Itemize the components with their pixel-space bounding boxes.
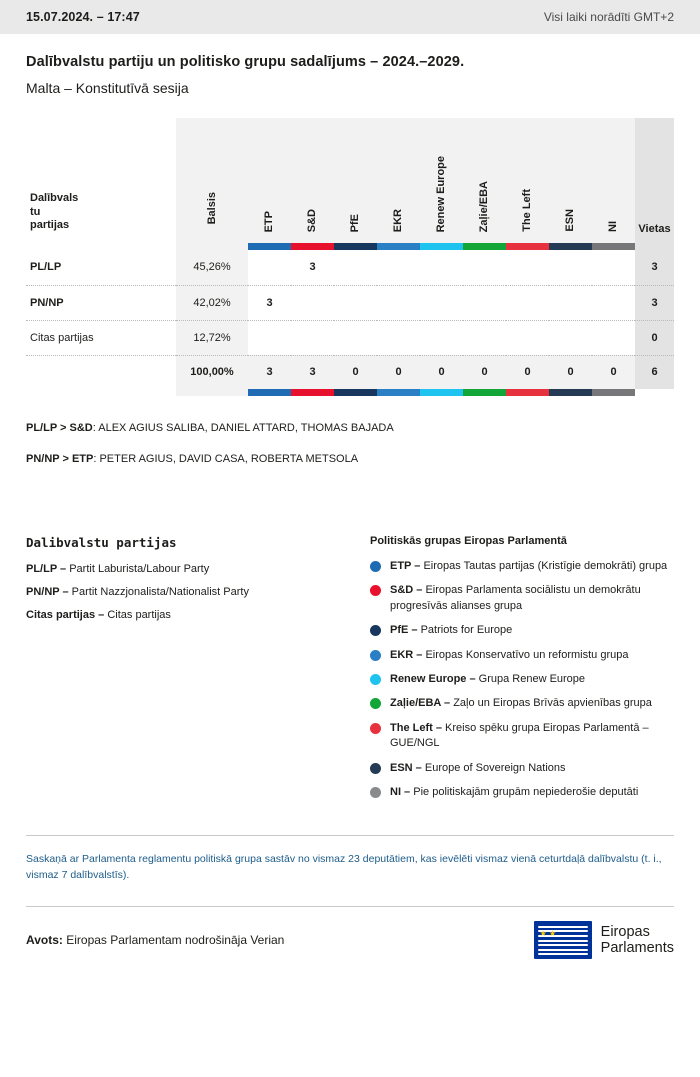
legend-group-item-pfe <box>370 623 670 638</box>
legend-group-abbr: ESN – <box>390 761 422 774</box>
legend-party-item <box>26 608 346 623</box>
col-header-group-ni-label: NI <box>607 221 619 232</box>
col-header-group-epp-label: ETP <box>263 210 275 232</box>
legend-party-name: Partit Nazzjonalista/Nationalist Party <box>71 585 249 598</box>
col-header-parties-l2: tu <box>30 205 41 218</box>
col-header-group-left-label: The Left <box>521 189 533 232</box>
row-votes: 42,02% <box>176 285 248 320</box>
colorbar-renew <box>420 243 463 250</box>
colorbar-bottom-greens <box>463 389 506 396</box>
row-cell-greens <box>463 250 506 285</box>
colorbar-bottom-esn <box>549 389 592 396</box>
col-header-group-greens-label: Zaļie/EBA <box>478 180 490 232</box>
table-total-row <box>26 355 674 389</box>
colorbar-seats <box>635 243 674 250</box>
row-cell-sd <box>291 320 334 355</box>
row-cell-renew <box>420 250 463 285</box>
row-party-name: PL/LP <box>26 250 176 285</box>
colorbar-pfe <box>334 243 377 250</box>
row-cell-ecr <box>377 250 420 285</box>
row-votes: 45,26% <box>176 250 248 285</box>
group-color-dot-icon <box>370 763 381 774</box>
legend-group-abbr: Renew Europe – <box>390 672 476 685</box>
legend-group-item-ni <box>370 785 670 800</box>
row-seats: 0 <box>635 320 674 355</box>
source-row <box>26 906 674 959</box>
row-cell-left <box>506 285 549 320</box>
source-text <box>26 933 284 947</box>
legend-party-item <box>26 585 346 600</box>
total-cell-left: 0 <box>506 355 549 389</box>
row-cell-pfe <box>334 320 377 355</box>
legend-group-abbr: NI – <box>390 785 411 798</box>
colorbar-bottom-epp <box>248 389 291 396</box>
colorbar-epp <box>248 243 291 250</box>
legend-group-name: Patriots for Europe <box>420 624 513 637</box>
group-color-dot-icon <box>370 650 381 661</box>
col-header-group-renew <box>420 118 463 243</box>
legend-party-item <box>26 562 346 577</box>
col-header-parties-l3: partijas <box>30 219 70 232</box>
results-table-wrap <box>0 96 700 396</box>
group-color-dot-icon <box>370 585 381 596</box>
legend-party-abbr: PL/LP – <box>26 563 67 575</box>
legend-groups-title: Politiskās grupas Eiropas Parlamentā <box>370 535 567 547</box>
legend-national-title: Dalibvalstu partijas <box>26 535 177 550</box>
group-color-dot-icon <box>370 674 381 685</box>
table-body <box>26 250 674 396</box>
colorbar-bottom-renew <box>420 389 463 396</box>
row-cell-epp: 3 <box>248 285 291 320</box>
row-cell-pfe <box>334 285 377 320</box>
row-cell-pfe <box>334 250 377 285</box>
group-color-bar-top <box>26 243 674 250</box>
group-color-dot-icon <box>370 723 381 734</box>
elected-line-names: : ALEX AGIUS SALIBA, DANIEL ATTARD, THOMAS BAJADA <box>92 422 394 434</box>
total-cell-esn: 0 <box>549 355 592 389</box>
col-header-group-left <box>506 118 549 243</box>
row-cell-greens <box>463 285 506 320</box>
total-cell-pfe: 0 <box>334 355 377 389</box>
legend-group-abbr: Zaļie/EBA – <box>390 697 451 710</box>
legend-group-name: Eiropas Konservatīvo un reformistu grupa <box>425 648 629 661</box>
legend-group-name: Europe of Sovereign Nations <box>424 761 566 774</box>
legend-group-item-epp <box>370 559 670 574</box>
group-color-dot-icon <box>370 561 381 572</box>
ep-logo <box>534 921 674 959</box>
legend-group-abbr: S&D – <box>390 584 423 597</box>
row-cell-ni <box>592 285 635 320</box>
row-cell-epp <box>248 250 291 285</box>
row-cell-sd <box>291 285 334 320</box>
colorbar-ecr <box>377 243 420 250</box>
elected-members-block <box>0 396 700 467</box>
row-cell-renew <box>420 320 463 355</box>
legend-group-name: Zaļo un Eiropas Brīvās apvienības grupa <box>453 697 652 710</box>
col-header-seats: Vietas <box>635 118 674 243</box>
legend-group-item-esn <box>370 761 670 776</box>
legend-area <box>0 481 700 809</box>
source-label: Avots: <box>26 932 63 947</box>
total-cell-ni: 0 <box>592 355 635 389</box>
title-block <box>0 34 700 96</box>
col-header-group-esn <box>549 118 592 243</box>
row-cell-renew <box>420 285 463 320</box>
legend-group-name: Eiropas Tautas partijas (Kristīgie demokrāti) grupa <box>423 560 668 572</box>
ep-logo-line2: Parlaments <box>600 939 674 956</box>
elected-line-lead: PN/NP > ETP <box>26 452 94 465</box>
elected-line <box>26 420 674 437</box>
group-color-dot-icon <box>370 698 381 709</box>
legend-group-abbr: ETP – <box>390 560 421 572</box>
ep-flag-icon <box>534 921 592 959</box>
header-datetime: 15.07.2024. – 17:47 <box>26 10 140 24</box>
total-label <box>26 355 176 389</box>
legend-group-item-renew <box>370 672 670 687</box>
colorbar-spacer <box>26 243 176 250</box>
colorbar-ni <box>592 243 635 250</box>
legend-group-name: Kreiso spēku grupa Eiropas Parlamentā – GUE/NGL <box>390 721 649 750</box>
legend-group-abbr: PfE – <box>390 624 418 637</box>
header-bar <box>0 0 700 34</box>
table-row <box>26 320 674 355</box>
legend-national-parties <box>26 535 346 809</box>
legend-political-groups <box>370 535 670 809</box>
total-votes: 100,00% <box>176 355 248 389</box>
legend-party-abbr: PN/NP – <box>26 585 69 598</box>
col-header-group-ecr-label: EKR <box>392 208 404 232</box>
elected-line-names: : PETER AGIUS, DAVID CASA, ROBERTA METSOLA <box>93 452 359 465</box>
page-title: Dalībvalstu partiju un politisko grupu sadalījums – 2024.–2029. <box>26 54 465 70</box>
total-cell-greens: 0 <box>463 355 506 389</box>
col-header-group-renew-label: Renew Europe <box>435 155 447 232</box>
row-cell-esn <box>549 285 592 320</box>
legend-party-name: Citas partijas <box>107 608 171 621</box>
legend-party-name: Partit Laburista/Labour Party <box>69 563 210 575</box>
total-seats: 6 <box>635 355 674 389</box>
col-header-parties-l1: Dalībvals <box>30 191 79 204</box>
total-cell-ecr: 0 <box>377 355 420 389</box>
colorbar-bottom-ni <box>592 389 635 396</box>
legend-group-abbr: The Left – <box>390 721 442 734</box>
elected-line <box>26 451 674 468</box>
colorbar-bottom-ecr <box>377 389 420 396</box>
footnote: Saskaņā ar Parlamenta reglamentu politiskā grupa sastāv no vismaz 23 deputātiem, kas ievēlēti vismaz vienā ceturtdaļā dalībvalstu (t. i., vismaz 7 dalībvalstīs). <box>26 835 674 884</box>
row-seats: 3 <box>635 250 674 285</box>
legend-group-item-left <box>370 721 670 752</box>
row-cell-ni <box>592 250 635 285</box>
col-header-group-sd-label: S&D <box>306 208 318 232</box>
col-header-group-ni <box>592 118 635 243</box>
total-cell-epp: 3 <box>248 355 291 389</box>
total-cell-sd: 3 <box>291 355 334 389</box>
row-cell-greens <box>463 320 506 355</box>
group-color-dot-icon <box>370 787 381 798</box>
colorbar-esn <box>549 243 592 250</box>
total-cell-renew: 0 <box>420 355 463 389</box>
row-cell-left <box>506 320 549 355</box>
row-votes: 12,72% <box>176 320 248 355</box>
col-header-group-sd <box>291 118 334 243</box>
source-value: Eiropas Parlamentam nodrošināja Verian <box>66 932 285 947</box>
table-row <box>26 285 674 320</box>
col-header-group-esn-label: ESN <box>564 209 576 232</box>
colorbar-sd <box>291 243 334 250</box>
ep-logo-text <box>601 924 674 956</box>
colorbar-votes <box>176 243 248 250</box>
row-cell-ni <box>592 320 635 355</box>
row-cell-esn <box>549 250 592 285</box>
table-head <box>26 118 674 250</box>
row-cell-epp <box>248 320 291 355</box>
col-header-group-ecr <box>377 118 420 243</box>
row-cell-ecr <box>377 320 420 355</box>
results-table <box>26 118 674 396</box>
legend-group-item-ecr <box>370 648 670 663</box>
col-header-group-pfe-label: PfE <box>349 213 361 232</box>
table-row <box>26 250 674 285</box>
colorbar-bottom-pfe <box>334 389 377 396</box>
row-seats: 3 <box>635 285 674 320</box>
legend-group-item-greens <box>370 696 670 711</box>
colorbar-bottom-votes <box>176 389 248 396</box>
group-color-dot-icon <box>370 625 381 636</box>
col-header-votes-label: Balsis <box>205 191 218 224</box>
legend-group-name: Eiropas Parlamenta sociālistu un demokrātu progresīvās alianses grupa <box>390 584 641 612</box>
col-header-group-pfe <box>334 118 377 243</box>
col-header-votes <box>176 118 248 243</box>
colorbar-bottom-left <box>506 389 549 396</box>
col-header-group-epp <box>248 118 291 243</box>
row-party-name: PN/NP <box>26 285 176 320</box>
legend-group-name: Pie politiskajām grupām nepiederošie deputāti <box>413 785 639 798</box>
colorbar-bottom-sd <box>291 389 334 396</box>
colorbar-bottom-spacer <box>26 389 176 396</box>
legend-group-item-sd <box>370 583 670 614</box>
elected-line-lead: PL/LP > S&D <box>26 422 93 434</box>
group-color-bar-bottom <box>26 389 674 396</box>
legend-party-abbr: Citas partijas – <box>26 608 105 621</box>
col-header-parties <box>26 118 176 243</box>
colorbar-left <box>506 243 549 250</box>
colorbar-greens <box>463 243 506 250</box>
table-header-row <box>26 118 674 243</box>
row-cell-left <box>506 250 549 285</box>
page-subtitle: Malta – Konstitutīvā sesija <box>26 80 189 96</box>
ep-logo-line1: Eiropas <box>600 923 650 940</box>
row-cell-ecr <box>377 285 420 320</box>
row-cell-esn <box>549 320 592 355</box>
colorbar-bottom-seats <box>635 389 674 396</box>
row-party-name: Citas partijas <box>26 320 176 355</box>
legend-group-abbr: EKR – <box>390 648 423 661</box>
legend-group-name: Grupa Renew Europe <box>478 672 586 685</box>
row-cell-sd: 3 <box>291 250 334 285</box>
ep-flag-stars: ★ ★ <box>539 928 557 938</box>
header-timezone-note: Visi laiki norādīti GMT+2 <box>543 10 674 24</box>
col-header-group-greens <box>463 118 506 243</box>
